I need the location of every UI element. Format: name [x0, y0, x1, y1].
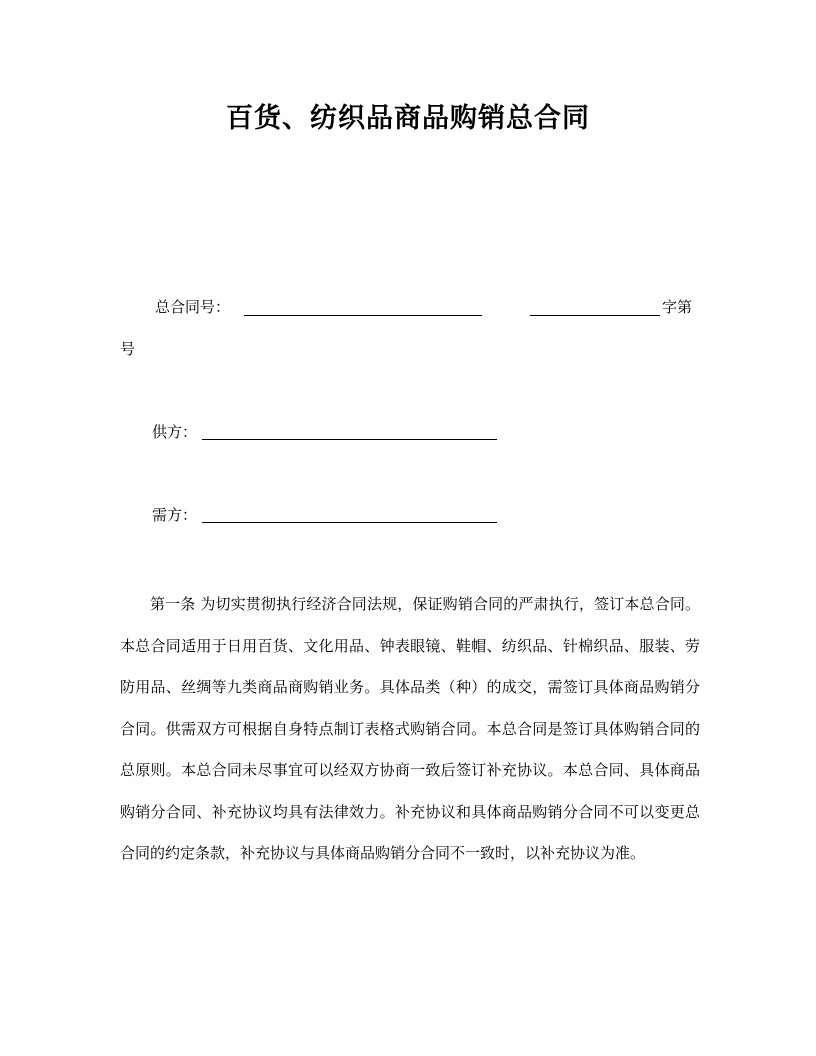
contract-number-blank — [244, 315, 482, 316]
contract-number-label: 总合同号： — [155, 298, 231, 316]
document-title: 百货、纺织品商品购销总合同 — [226, 103, 590, 134]
article-1-paragraph: 第一条 为切实贯彻执行经济合同法规，保证购销合同的严肃执行，签订本总合同。本总合同适用于日用百货、文化用品、钟表眼镜、鞋帽、纺织品、针棉织品、服装、劳防用品、丝绸等九类商品商购销业务。具体品类（种）的成交，需签订具体商品购销分合同。供需双方可根据自身特点制订表格式购销合同。本总合同是签订具体购销合同的总原则。本总合同未尽事宜可以经双方协商一致后签订补充协议。本总合同、具体商品购销分合同、补充协议均具有法律效力。补充协议和具体商品购销分合同不可以变更总合同的约定条款，补充协议与具体商品购销分合同不一致时，以补充协议为准。 — [120, 595, 700, 862]
buyer-label: 需方： — [152, 506, 198, 524]
supplier-blank — [202, 439, 497, 440]
contract-number-end: 号 — [120, 340, 136, 358]
buyer-blank — [202, 522, 497, 523]
contract-word-blank — [530, 315, 660, 316]
contract-number-suffix: 字第 — [662, 298, 693, 316]
supplier-label: 供方： — [152, 423, 198, 441]
